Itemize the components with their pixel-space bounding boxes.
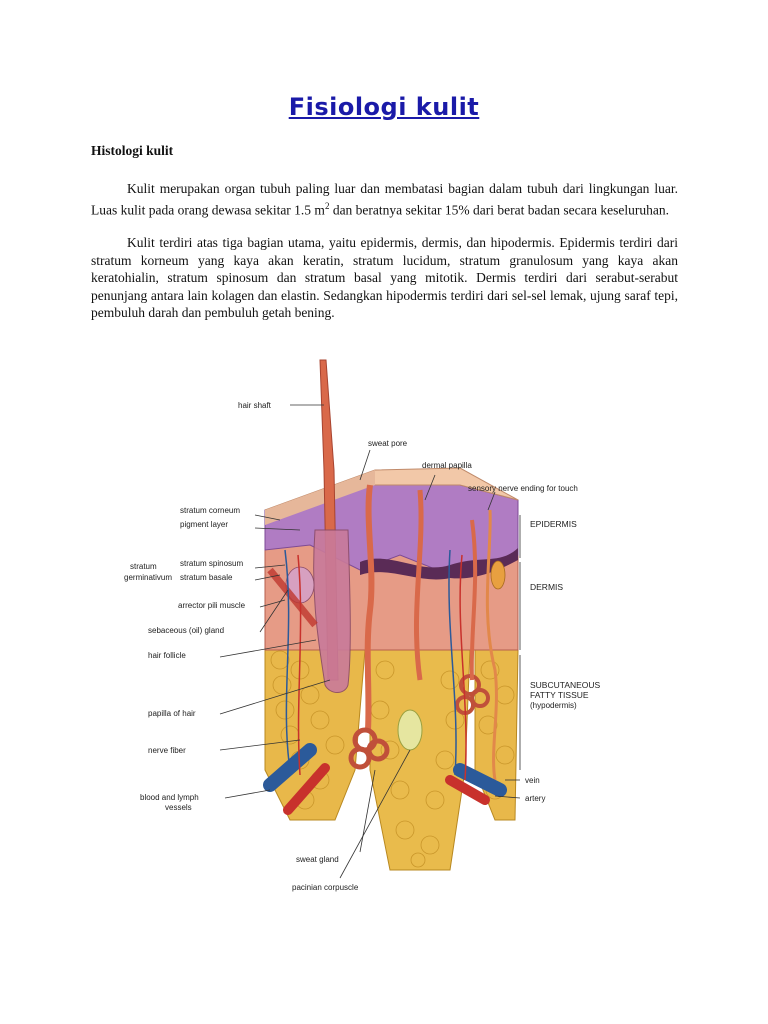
skin-cross-section-diagram <box>120 350 640 910</box>
label-subcutaneous-3: (hypodermis) <box>530 701 577 710</box>
touch-receptor <box>491 561 505 589</box>
label-papilla-of-hair: papilla of hair <box>148 709 196 718</box>
label-sweat-gland: sweat gland <box>296 855 339 864</box>
paragraph-2-text: Kulit terdiri atas tiga bagian utama, yaitu epidermis, dermis, dan hipodermis. Epidermis terdiri dari stratum korneum yang kaya akan keratin, stratum lucidum, stratum granulosum yang kaya akan keratohialin, stratum spinosum dan stratum basal yang mitotik. Dermis terdiri dari serabut-serabut penunjang antara lain kolagen dan elastin. Sedangkan hipodermis terdiri dari sel-sel lemak, ujung saraf tepi, pembuluh darah dan pembuluh getah bening. <box>91 235 678 321</box>
label-vein: vein <box>525 776 540 785</box>
label-germinativum: germinativum <box>124 573 173 582</box>
label-sebaceous: sebaceous (oil) gland <box>148 626 225 635</box>
superscript: 2 <box>324 200 330 211</box>
paragraph-1-text-a: Kulit merupakan organ tubuh paling luar dan membatasi bagian dalam tubuh dari lingkungan luar. Luas kulit pada orang dewasa sekitar 1.5 m <box>91 181 678 218</box>
label-sweat-pore: sweat pore <box>368 439 408 448</box>
label-blood-lymph-1: blood and lymph <box>140 793 199 802</box>
label-hair-shaft: hair shaft <box>238 401 271 410</box>
sweat-duct <box>368 485 372 730</box>
paragraph-1-text-b: dan beratnya sekitar 15% dari berat badan secara keseluruhan. <box>329 202 670 218</box>
label-pacinian: pacinian corpuscle <box>292 883 359 892</box>
pacinian-corpuscle <box>398 710 422 750</box>
label-stratum-corneum: stratum corneum <box>180 506 241 515</box>
label-arrector: arrector pili muscle <box>178 601 246 610</box>
label-stratum: stratum <box>130 562 157 571</box>
label-subcutaneous-1: SUBCUTANEOUS <box>530 680 601 690</box>
page-title: Fisiologi kulit <box>288 93 480 121</box>
label-dermal-papilla: dermal papilla <box>422 461 472 470</box>
paragraph-2 <box>91 234 678 322</box>
label-pigment-layer: pigment layer <box>180 520 229 529</box>
label-stratum-basale: stratum basale <box>180 573 233 582</box>
label-epidermis: EPIDERMIS <box>530 519 577 529</box>
section-heading: Histologi kulit <box>91 143 174 158</box>
label-dermis: DERMIS <box>530 582 564 592</box>
label-sensory-nerve: sensory nerve ending for touch <box>468 484 578 493</box>
fat-left-block <box>265 640 365 820</box>
label-stratum-spinosum: stratum spinosum <box>180 559 244 568</box>
label-nerve-fiber: nerve fiber <box>148 746 186 755</box>
label-blood-lymph-2: vessels <box>165 803 192 812</box>
label-subcutaneous-2: FATTY TISSUE <box>530 690 589 700</box>
paragraph-1 <box>91 180 678 219</box>
label-artery: artery <box>525 794 546 803</box>
label-hair-follicle: hair follicle <box>148 651 186 660</box>
